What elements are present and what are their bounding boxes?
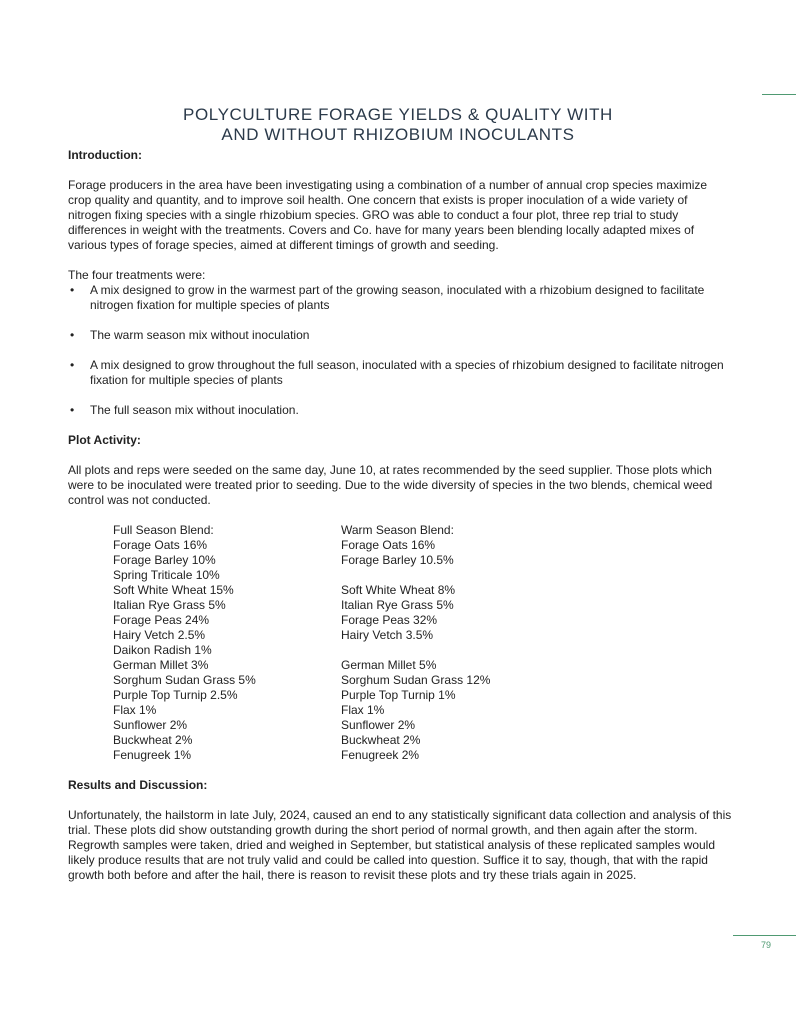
full-season-blend-title: Full Season Blend:: [113, 523, 214, 537]
list-item: Italian Rye Grass 5%: [341, 598, 454, 612]
page-number: 79: [761, 940, 772, 950]
list-item: [341, 643, 569, 658]
plot-activity-heading: Plot Activity:: [68, 433, 141, 447]
list-item: • A mix designed to grow throughout the full season, inoculated with a species of rhizobium designed to facilitate nitrogen fixation for multiple species of plants: [68, 358, 733, 388]
footer-rule: [733, 935, 796, 936]
list-item: Soft White Wheat 8%: [341, 583, 456, 597]
introduction-paragraph: Forage producers in the area have been investigating using a combination of a number of annual crop species maximize crop quality and quantity, and to improve soil health. One concern that exists is proper inoculation of a wide variety of nitrogen fixing species with a single rhizobium species. GRO was able to conduct a four plot, three rep trial to study differences in weight with the treatments. Covers and Co. have for many years been blending locally adapted mixes of various types of forage species, aimed at different timings of growth and seeding.: [68, 178, 708, 252]
list-item: Purple Top Turnip 1%: [341, 688, 456, 702]
list-item: Sunflower 2%: [113, 718, 188, 732]
list-item: Sorghum Sudan Grass 5%: [113, 673, 256, 687]
list-item: Forage Peas 24%: [113, 613, 210, 627]
list-item: Sorghum Sudan Grass 12%: [341, 673, 491, 687]
treatments-intro: The four treatments were:: [68, 268, 206, 282]
list-item: [341, 568, 569, 583]
list-item: Flax 1%: [341, 703, 385, 717]
list-item: Soft White Wheat 15%: [113, 583, 234, 597]
list-item: German Millet 3%: [113, 658, 209, 672]
introduction-heading: Introduction:: [68, 148, 142, 162]
list-item: Fenugreek 1%: [113, 748, 192, 762]
plot-activity-paragraph: All plots and reps were seeded on the same day, June 10, at rates recommended by the seed supplier. Those plots which were to be inoculated were treated prior to seeding. Due to the wide diversity of species in the two blends, chemical weed control was not conducted.: [68, 463, 713, 507]
list-item: • The warm season mix without inoculation: [68, 328, 733, 343]
list-item: Forage Barley 10.5%: [341, 553, 454, 567]
list-item: Italian Rye Grass 5%: [113, 598, 226, 612]
document-body: [68, 148, 733, 883]
blend-table: [113, 523, 733, 763]
list-item: Buckwheat 2%: [113, 733, 193, 747]
list-item: Forage Barley 10%: [113, 553, 216, 567]
list-item: Forage Peas 32%: [341, 613, 438, 627]
page-title-line-2: AND WITHOUT RHIZOBIUM INOCULANTS: [221, 125, 575, 144]
list-item: • The full season mix without inoculation.: [68, 403, 733, 418]
full-season-blend-column: [113, 523, 341, 763]
list-item: Purple Top Turnip 2.5%: [113, 688, 238, 702]
list-item: German Millet 5%: [341, 658, 437, 672]
warm-season-blend-title: Warm Season Blend:: [341, 523, 454, 537]
page-title-line-1: POLYCULTURE FORAGE YIELDS & QUALITY WITH: [183, 105, 613, 124]
page-title: [0, 105, 796, 145]
treatments-list: [68, 283, 733, 418]
list-item: Spring Triticale 10%: [113, 568, 220, 582]
list-item: • A mix designed to grow in the warmest part of the growing season, inoculated with a rhizobium designed to facilitate nitrogen fixation for multiple species of plants: [68, 283, 733, 313]
header-rule: [762, 94, 796, 95]
list-item: Buckwheat 2%: [341, 733, 421, 747]
list-item: Fenugreek 2%: [341, 748, 420, 762]
list-item: Sunflower 2%: [341, 718, 416, 732]
list-item: Hairy Vetch 3.5%: [341, 628, 434, 642]
list-item: Hairy Vetch 2.5%: [113, 628, 206, 642]
list-item: Forage Oats 16%: [341, 538, 436, 552]
results-heading: Results and Discussion:: [68, 778, 208, 792]
list-item: Daikon Radish 1%: [113, 643, 212, 657]
warm-season-blend-column: [341, 523, 569, 763]
results-paragraph: Unfortunately, the hailstorm in late July, 2024, caused an end to any statistically significant data collection and analysis of this trial. These plots did show outstanding growth during the short period of normal growth, and then again after the storm. Regrowth samples were taken, dried and weighed in September, but statistical analysis of these replicated samples would likely produce results that are not truly valid and could be called into question. Suffice it to say, though, that with the rapid growth both before and after the hail, there is reason to revisit these plots and try these trials again in 2025.: [68, 808, 732, 882]
list-item: Flax 1%: [113, 703, 157, 717]
list-item: Forage Oats 16%: [113, 538, 208, 552]
